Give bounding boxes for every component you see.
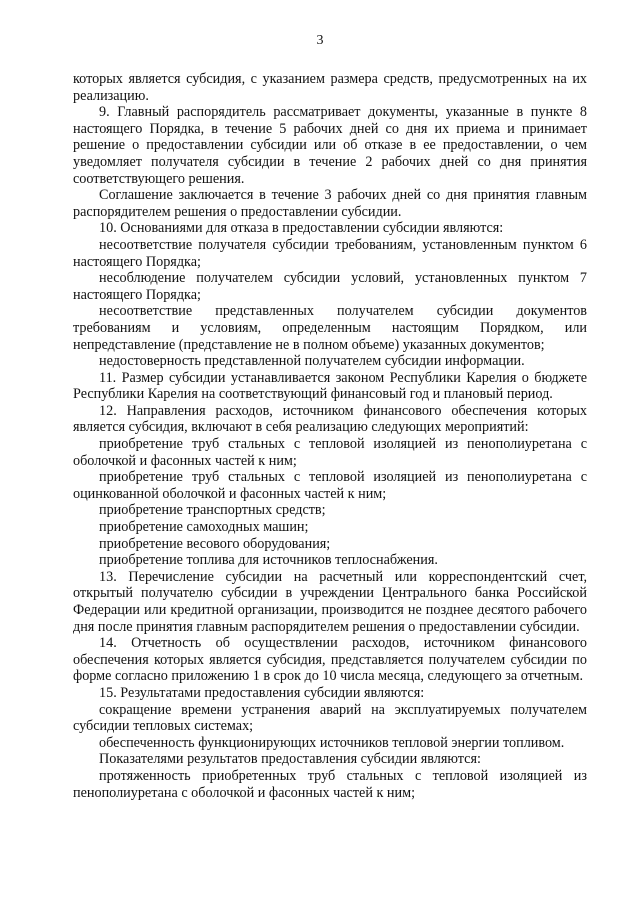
paragraph-indicators: Показателями результатов предоставления субсидии являются:	[99, 751, 481, 768]
list-item: сокращение времени устранения аварий на эксплуатируемых получателем субсидии тепловых системах;	[73, 701, 587, 735]
list-item: несоответствие получателя субсидии требованиям, установленным пунктом 6 настоящего Порядка;	[73, 236, 587, 270]
list-item: недостоверность представленной получателем субсидии информации.	[99, 353, 525, 370]
page-number: 3	[316, 33, 324, 48]
list-item: несоблюдение получателем субсидии условий, установленных пунктом 7 настоящего Порядка;	[73, 270, 587, 303]
document-body	[73, 71, 587, 801]
list-item: протяженность приобретенных труб стальных с тепловой изоляцией из пенополиуретана с оболочкой и фасонных частей к ним;	[73, 767, 587, 801]
list-item: приобретение весового оборудования;	[99, 535, 331, 552]
paragraph-clause-14: 14. Отчетность об осуществлении расходов, источником финансового обеспечения которых является субсидия, представляется получателем субсидии по форме согласно приложению 1 в срок до 10 числа месяца, следующего за отчетным.	[73, 635, 587, 685]
paragraph-clause-10: 10. Основаниями для отказа в предоставлении субсидии являются:	[99, 220, 504, 237]
paragraph-clause-15: 15. Результатами предоставления субсидии являются:	[99, 684, 425, 701]
paragraph-clause-11: 11. Размер субсидии устанавливается законом Республики Карелия о бюджете Республики Карелия на соответствующий финансовый год и плановый период.	[73, 369, 587, 403]
paragraph-clause-12: 12. Направления расходов, источником финансового обеспечения которых является субсидия, включают в себя реализацию следующих мероприятий:	[73, 402, 587, 436]
paragraph-clause-9: 9. Главный распорядитель рассматривает документы, указанные в пункте 8 настоящего Порядка, в течение 5 рабочих дней со дня их приема и принимает решение о предоставлении субсидии или об отказе в ее предоставлении, о чем уведомляет получателя субсидии в течение 2 рабочих дней со дня принятия соответствующего решения.	[73, 104, 587, 187]
list-item: приобретение самоходных машин;	[99, 519, 309, 536]
paragraph-continuation: которых является субсидия, с указанием размера средств, предусмотренных на их реализацию.	[73, 71, 587, 104]
list-item: приобретение труб стальных с тепловой изоляцией из пенополиуретана с оцинкованной оболочкой и фасонных частей к ним;	[73, 469, 587, 502]
paragraph-clause-13: 13. Перечисление субсидии на расчетный или корреспондентский счет, открытый получателю субсидии в учреждении Центрального банка Российской Федерации или кредитной организации, производится не позднее десятого рабочего дня после принятия главным распорядителем решения о предоставлении субсидии.	[73, 568, 587, 635]
list-item: приобретение топлива для источников теплоснабжения.	[99, 552, 438, 569]
list-item: обеспеченность функционирующих источников тепловой энергии топливом.	[99, 734, 565, 751]
paragraph-agreement: Соглашение заключается в течение 3 рабочих дней со дня принятия главным распорядителем решения о предоставлении субсидии.	[73, 187, 587, 220]
list-item: приобретение транспортных средств;	[99, 502, 326, 519]
list-item: приобретение труб стальных с тепловой изоляцией из пенополиуретана с оболочкой и фасонных частей к ним;	[73, 436, 587, 469]
list-item: несоответствие представленных получателем субсидии документов требованиям и условиям, определенным настоящим Порядком, или непредставление (представление не в полном объеме) указанных документов;	[73, 303, 587, 353]
